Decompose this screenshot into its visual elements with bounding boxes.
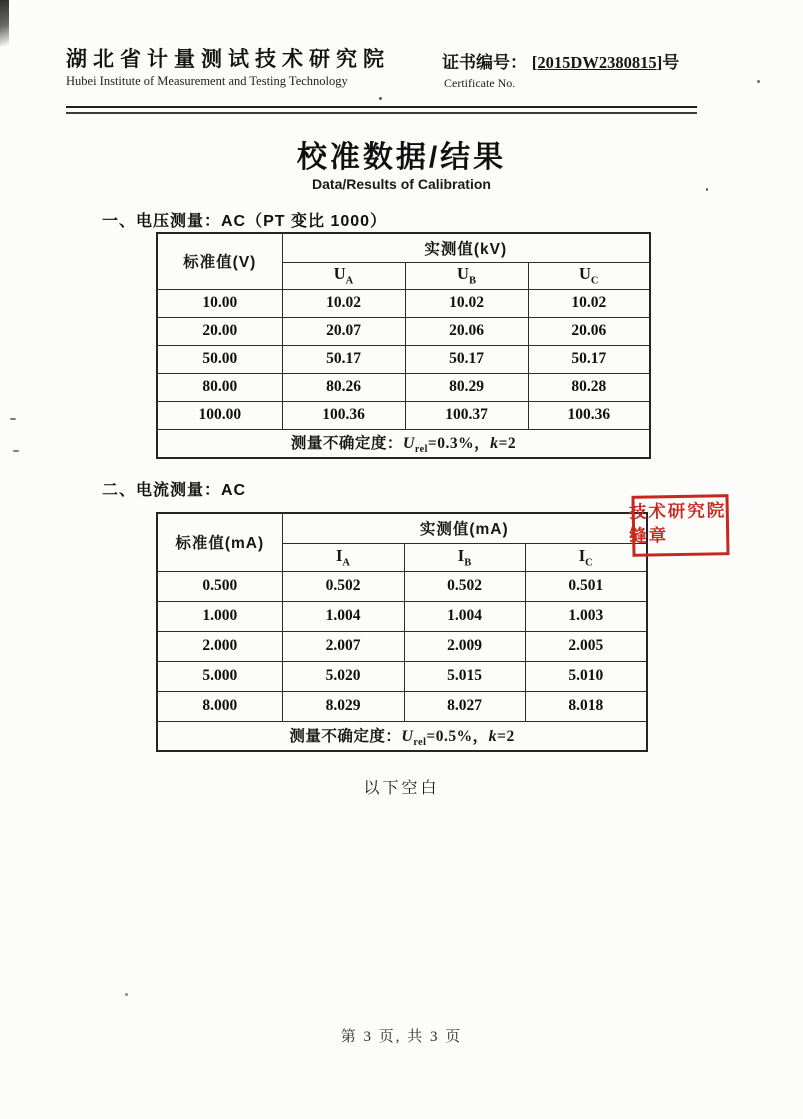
uncertainty-note: 测量不确定度：$U_{rel}=0.3\%$，k=2 — [157, 429, 650, 458]
measured-value-cell: 1.003 — [525, 601, 647, 631]
certificate-number-suffix: 号 — [662, 53, 680, 72]
phase-c-header: $U_C$ — [528, 262, 650, 289]
measured-value-cell: 100.36 — [282, 401, 405, 429]
measured-value-cell: 80.28 — [528, 373, 650, 401]
reference-value-cell: 80.00 — [157, 373, 282, 401]
measured-value-cell: 8.027 — [404, 691, 525, 721]
section-heading-current: 二、电流测量：AC — [102, 482, 247, 499]
org-name-chinese: 湖北省计量测试技术研究院 — [66, 48, 390, 71]
measured-value-header: 实测值(kV) — [282, 233, 650, 262]
table-row — [157, 317, 650, 345]
scan-speck — [757, 80, 760, 83]
measured-value-cell: 1.004 — [404, 601, 525, 631]
phase-a-header: $U_A$ — [282, 262, 405, 289]
header-divider-rule — [66, 106, 697, 114]
uncertainty-u-symbol: U — [402, 435, 415, 453]
table-row — [157, 631, 647, 661]
blank-below-note: 以下空白 — [363, 780, 440, 797]
measured-value-cell: 8.018 — [525, 691, 647, 721]
reference-value-cell: 20.00 — [157, 317, 282, 345]
measured-value-cell: 20.07 — [282, 317, 405, 345]
scan-speck — [125, 993, 128, 996]
reference-value-cell: 10.00 — [157, 289, 282, 317]
measured-value-cell: 5.010 — [525, 661, 647, 691]
table-header-row — [157, 233, 650, 262]
scan-corner-shadow — [0, 0, 9, 46]
scan-speck — [13, 450, 19, 452]
uncertainty-row — [157, 721, 647, 751]
table-row — [157, 691, 647, 721]
reference-value-cell: 2.000 — [157, 631, 282, 661]
measured-value-cell: 8.029 — [282, 691, 404, 721]
measured-value-cell: 100.36 — [528, 401, 650, 429]
reference-value-cell: 0.500 — [157, 571, 282, 601]
uncertainty-label: 测量不确定度： — [289, 727, 402, 745]
measured-value-cell: 2.009 — [404, 631, 525, 661]
uncertainty-note: 测量不确定度：$U_{rel}=0.5\%$，k=2 — [157, 721, 647, 751]
certificate-number-bracket-open: [ — [531, 53, 538, 72]
reference-value-cell: 5.000 — [157, 661, 282, 691]
phase-b-header: $U_B$ — [405, 262, 528, 289]
measured-value-cell: 80.29 — [405, 373, 528, 401]
table-row — [157, 571, 647, 601]
page-title-chinese: 校准数据/结果 — [296, 141, 507, 174]
measured-value-cell: 50.17 — [405, 345, 528, 373]
red-seal-line1: 技术研究院 — [628, 500, 727, 522]
table-row — [157, 401, 650, 429]
measured-value-cell: 2.007 — [282, 631, 404, 661]
measured-value-cell: 10.02 — [282, 289, 405, 317]
uncertainty-u-symbol: U — [401, 727, 414, 745]
page-number-footer: 第 3 页, 共 3 页 — [340, 1029, 463, 1045]
measured-value-cell: 0.502 — [404, 571, 525, 601]
table-row — [157, 373, 650, 401]
uncertainty-label: 测量不确定度： — [290, 435, 403, 453]
certificate-number-label-english: Certificate No. — [444, 76, 516, 90]
reference-value-header: 标准值(V) — [157, 233, 282, 289]
measured-value-cell: 10.02 — [528, 289, 650, 317]
measured-value-cell: 5.020 — [282, 661, 404, 691]
uncertainty-k-symbol: k — [488, 727, 498, 745]
certificate-number-line — [442, 48, 679, 73]
table-row — [157, 289, 650, 317]
certificate-number-value: 2015DW2380815 — [537, 53, 657, 72]
measured-value-cell: 5.015 — [404, 661, 525, 691]
measured-value-cell: 2.005 — [525, 631, 647, 661]
table-row — [157, 661, 647, 691]
uncertainty-k-symbol: k — [490, 435, 499, 453]
measured-value-cell: 0.501 — [525, 571, 647, 601]
measured-value-cell: 100.37 — [405, 401, 528, 429]
phase-a-header: $I_A$ — [282, 543, 404, 571]
red-seal-text — [629, 499, 740, 548]
measured-value-cell: 20.06 — [528, 317, 650, 345]
reference-value-cell: 100.00 — [157, 401, 282, 429]
certificate-number-bracket-close: ] — [656, 53, 663, 72]
org-name-english: Hubei Institute of Measurement and Testing Technology — [66, 74, 348, 88]
reference-value-cell: 50.00 — [157, 345, 282, 373]
reference-value-header: 标准值(mA) — [157, 513, 282, 571]
measured-value-cell: 0.502 — [282, 571, 404, 601]
measured-value-cell: 50.17 — [528, 345, 650, 373]
measured-value-header: 实测值(mA) — [282, 513, 647, 543]
certificate-number-label: 证书编号： — [442, 53, 527, 72]
measured-value-cell: 1.004 — [282, 601, 404, 631]
phase-b-header: $I_B$ — [404, 543, 525, 571]
section-heading-voltage: 一、电压测量：AC（PT 变比 1000） — [102, 213, 388, 230]
scan-speck — [10, 418, 16, 420]
reference-value-cell: 1.000 — [157, 601, 282, 631]
measured-value-cell: 80.26 — [282, 373, 405, 401]
red-seal-line2: 缝章 — [628, 524, 669, 546]
table-row — [157, 345, 650, 373]
red-seal-stamp — [628, 494, 729, 557]
measured-value-cell: 20.06 — [405, 317, 528, 345]
measured-value-cell: 50.17 — [282, 345, 405, 373]
reference-value-cell: 8.000 — [157, 691, 282, 721]
voltage-measurement-table — [156, 232, 651, 459]
measured-value-cell: 10.02 — [405, 289, 528, 317]
phase-c-header: $I_C$ — [525, 543, 647, 571]
current-measurement-table — [156, 512, 648, 752]
page-title-english: Data/Results of Calibration — [312, 176, 491, 192]
table-header-row — [157, 513, 647, 543]
table-row — [157, 601, 647, 631]
uncertainty-row — [157, 429, 650, 458]
scan-speck — [379, 97, 382, 100]
